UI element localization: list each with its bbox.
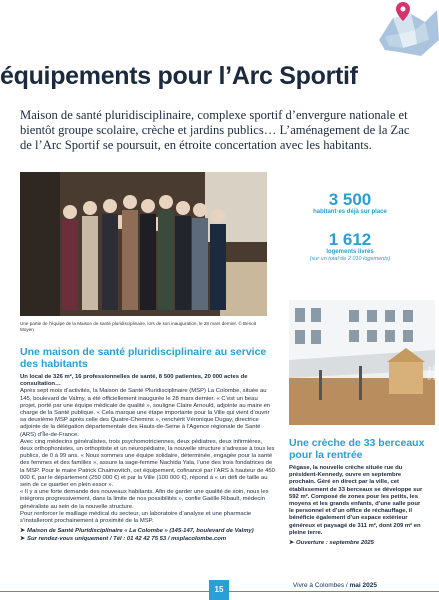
stat-label: habitant·es déjà sur place [313, 209, 387, 215]
article-body [20, 374, 275, 525]
section-title: Une maison de santé pluridisciplinaire au service des habitants [20, 346, 267, 370]
stat-label: logements livrés [326, 249, 374, 255]
stat-value: 3 500 [328, 190, 372, 209]
article-paragraph: « Il y a une forte demande des nouveaux habitants. Afin de garder une qualité de soin, nous les intégrons progressivement, dans la limite de nos possibilités », confie Gaëlle Ribault, médecin généraliste au sein de la nouvelle structure. [20, 489, 269, 510]
article-paragraph: Un local de 326 m², 16 professionnelles de santé, 8 500 patientes, 20 000 actes de consultation… [20, 374, 248, 388]
article-body: Pégase, la nouvelle crèche située rue du président-Kennedy, ouvre en septembre prochain. Géré en direct par la ville, cet établissement de 33 berceaux se développe sur 592 m². Composé de zones pour les petits, les moyens et les grands enfants, d’une salle pour le personnel et d’un office de réchauffage, il bénéficie également d’un espace extérieur généreux et paysagé de 311 m², dont 209 m² en pleine terre. [289, 465, 423, 536]
arrow-icon: ➤ [20, 535, 26, 542]
nursery-photo [289, 300, 435, 425]
nursery-article [289, 438, 426, 547]
practical-info: ➤ Ouverture : septembre 2025 [289, 540, 374, 547]
article-paragraph: Avec cinq médecins généralistes, trois psychomotriciennes, deux pédiatres, deux infirmières, deux orthophonistes, un orthoptiste et un neuropédiatre, la nouvelle structure s’adresse à tous les publics, de 0 à 99 ans. « Nous sommes une équipe solidaire, déterminée, engagée pour la santé des femmes et des familles », assure la sage-femme Nachida Yala, l’une des trois fondatrices de la MSP. Pour le maire Patrick Chaimovitch, cet équipement, cofinancé par l’ARS à hauteur de 450 000 €, par le département (250 000 €) et par la Ville (100 000 €), répond à « un défi de taille au sein de ce quartier en plein essor ». [20, 438, 275, 489]
intro-paragraph: Maison de santé pluridisciplinaire, complexe sportif d’envergure nationale et bientôt groupe scolaire, crèche et jardins publics… L’aménagement de la Zac de l’Arc Sportif se poursuit, en étroite concertation avec les habitants. [20, 108, 410, 152]
page-number: 15 [209, 580, 229, 600]
page-headline: équipements pour l’Arc Sportif [0, 62, 358, 90]
practical-info [20, 528, 275, 543]
arrow-icon: ➤ [20, 528, 26, 535]
article-paragraph: Pour renforcer le maillage médical du secteur, un laboratoire d’analyse et une pharmacie s’installeront prochainement à proximité de la MSP. [20, 510, 252, 525]
footer-magazine: Vivre à Colombes / mai 2025 [292, 582, 377, 589]
photo-caption: Une partie de l’équipe de la Maison de santé pluridisciplinaire, lors de son inauguration, le 28 mars dernier. © Benoit Moyen [20, 321, 257, 332]
stat-note: (sur un total de 2 010 logements) [309, 256, 391, 262]
stat-value: 1 612 [328, 230, 372, 249]
stat-housing [280, 230, 420, 263]
info-line: ➤ Maison de Santé Pluridisciplinaire « La Colombe » (145-147, boulevard de Valmy) [20, 528, 254, 535]
stat-residents [280, 190, 420, 216]
arrow-icon: ➤ [289, 540, 295, 547]
section-title: Une crèche de 33 berceaux pour la rentrée [289, 437, 425, 461]
magazine-name: Vivre à Colombes [292, 582, 345, 589]
health-center-article [20, 347, 275, 543]
photo-credit: © Aitor Bertolin [427, 364, 437, 380]
stats-block [280, 190, 420, 263]
info-line: ➤ Sur rendez-vous uniquement / Tél : 01 42 42 75 53 / msplacolombe.com [20, 535, 227, 542]
map-pin-icon [359, 0, 439, 62]
team-photo [20, 172, 267, 316]
article-paragraph: Après sept mois d’activités, la Maison de Santé Pluridisciplinaire (MSP) La Colombe, située au 145, boulevard de Valmy, a été officiellement inaugurée le 28 mars dernier. « C’est un beau projet, porté par une équipe médicale de qualité », souligne Claire Arnould, adjointe au maire en charge de la Santé publique. « Cela marque une étape importante pour la Ville qui vient d’ouvrir sa deuxième MSP après celle des Quatre-Chemins », renchérit Véronique Dugay, directrice adjointe de la délégation départementale des Hauts-de-Seine à l’Agence régionale de Santé (ARS) d’Île-de-France. [20, 388, 271, 438]
issue-date: mai 2025 [349, 582, 377, 589]
